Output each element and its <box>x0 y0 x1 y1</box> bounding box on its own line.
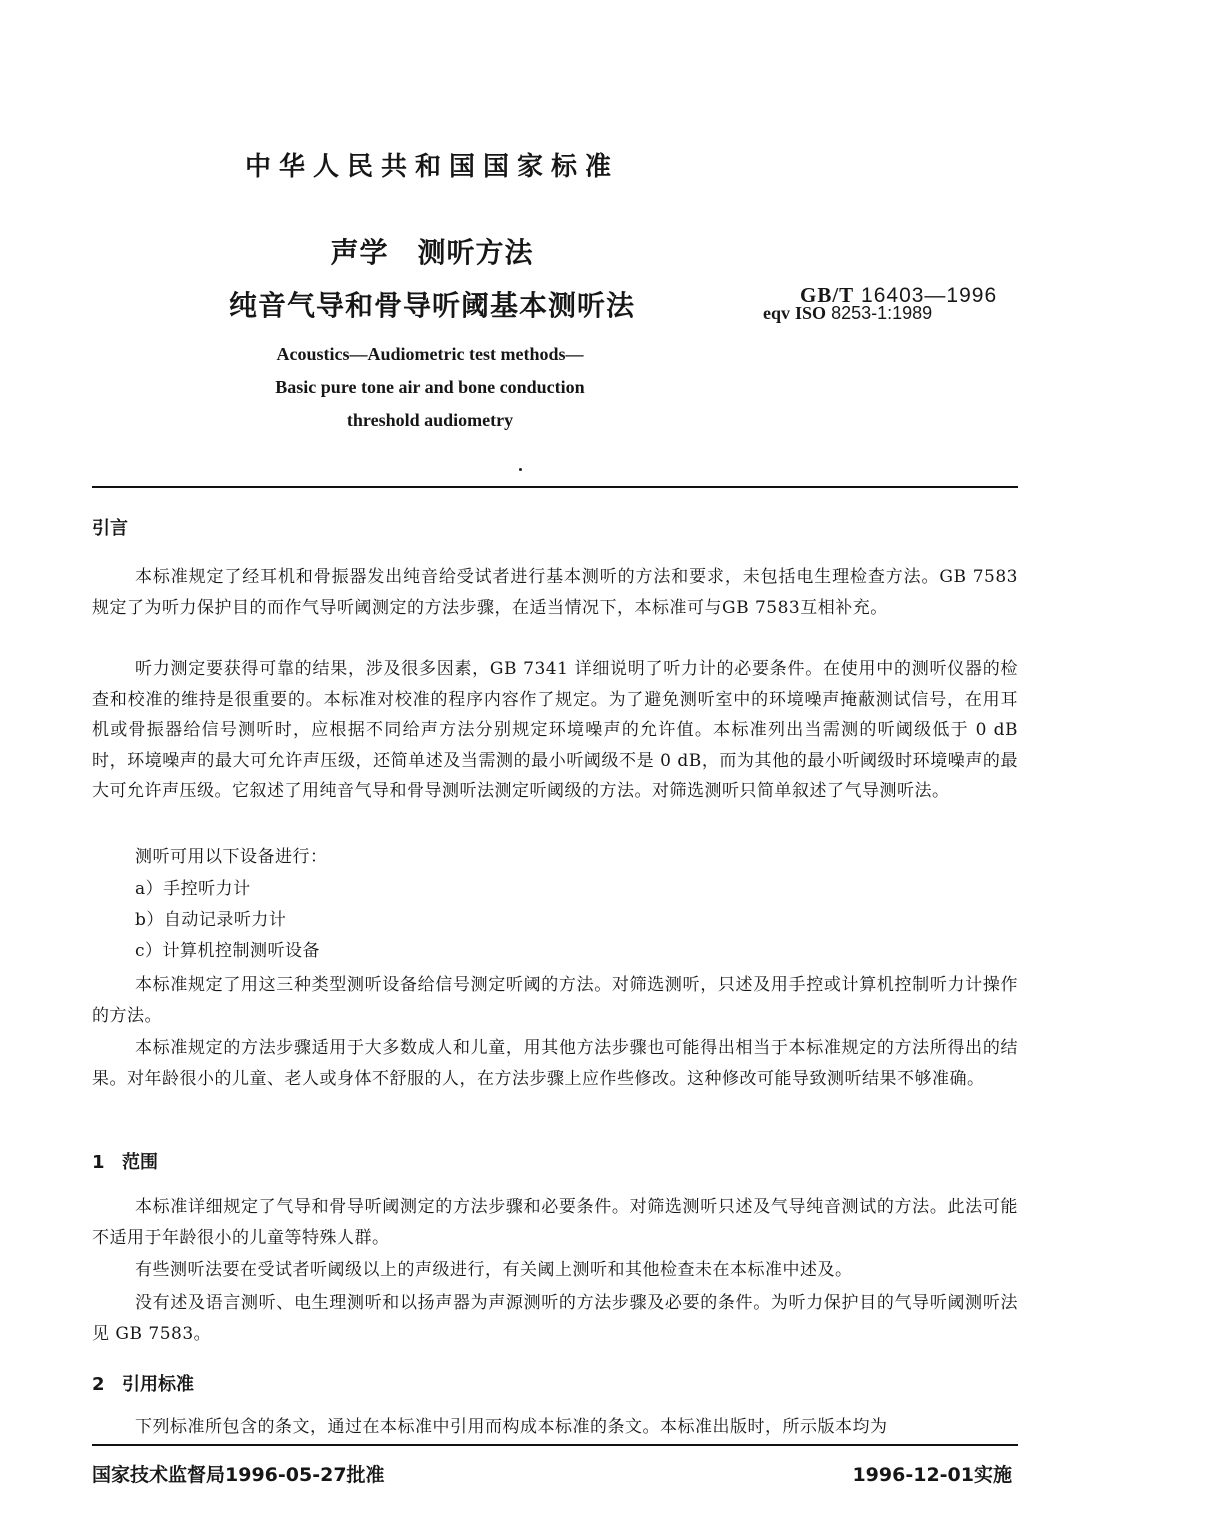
chinese-title-line-2: 纯音气导和骨导听阈基本测听法 <box>228 289 635 322</box>
section-2-number: 2 <box>92 1374 105 1395</box>
section-1-number: 1 <box>92 1152 105 1173</box>
english-title-line-2: Basic pure tone air and bone conduction <box>275 377 585 397</box>
chinese-title-line-1: 声学 测听方法 <box>330 236 534 269</box>
intro-heading: 引言 <box>92 518 128 539</box>
section-1-title: 范围 <box>122 1152 158 1173</box>
implementation-date: 1996-12-01实施 <box>852 1464 1012 1486</box>
intro-paragraph-4: 本标准规定了用这三种类型测听设备给信号测定听阈的方法。对筛选测听，只述及用手控或计算机控制听力计操作的方法。 <box>92 975 1018 1026</box>
equipment-list-item-a: a）手控听力计 <box>135 879 251 899</box>
section-2-paragraph-1: 下列标准所包含的条文，通过在本标准中引用而构成本标准的条文。本标准出版时，所示版本均为 <box>135 1417 888 1437</box>
section-1-paragraph-1: 本标准详细规定了气导和骨导听阈测定的方法步骤和必要条件。对筛选测听只述及气导纯音测试的方法。此法可能不适用于年龄很小的儿童等特殊人群。 <box>92 1197 1018 1248</box>
english-title-line-1: Acoustics—Audiometric test methods— <box>276 344 584 364</box>
intro-paragraph-2: 听力测定要获得可靠的结果，涉及很多因素，GB 7341 详细说明了听力计的必要条件。在使用中的测听仪器的检查和校准的维持是很重要的。本标准对校准的程序内容作了规定。为了避免测听室中的环境噪声掩蔽测试信号，在用耳机或骨振器给信号测听时，应根据不同给声方法分别规定环境噪声的允许值。本标准列出当需测的听阈级低于 0 dB 时，环境噪声的最大可允许声压级，还简单述及当需测的最小听阈级不是 0 dB，而为其他的最小听阈级时环境噪声的最大可允许声压级。它叙述了用纯音气导和骨导测听法测定听阈级的方法。对筛选测听只简单叙述了气导测听法。 <box>92 659 1018 801</box>
equipment-list-item-c: c）计算机控制测听设备 <box>135 941 321 961</box>
eqv-iso-label: ISO <box>795 303 827 323</box>
equipment-list-item-b: b）自动记录听力计 <box>135 910 287 930</box>
intro-paragraph-1: 本标准规定了经耳机和骨振器发出纯音给受试者进行基本测听的方法和要求，未包括电生理检查方法。GB 7583 规定了为听力保护目的而作气导听阈测定的方法步骤，在适当情况下，本标准可与GB 7583互相补充。 <box>92 567 1018 618</box>
eqv-iso-number: 8253-1:1989 <box>831 303 933 323</box>
equivalent-standard <box>763 303 932 324</box>
section-1-paragraph-2: 有些测听法要在受试者听阈级以上的声级进行，有关阈上测听和其他检查未在本标准中述及。 <box>135 1260 853 1280</box>
approval-date: 国家技术监督局1996-05-27批准 <box>92 1464 385 1486</box>
section-2-heading <box>92 1370 194 1396</box>
national-standard-header: 中华人民共和国国家标准 <box>244 152 619 182</box>
header-divider <box>92 486 1018 488</box>
standard-number-prefix: GB/T <box>800 283 855 307</box>
eqv-prefix: eqv <box>763 303 790 323</box>
english-title-line-3: threshold audiometry <box>346 410 514 430</box>
intro-paragraph-3: 测听可用以下设备进行： <box>135 847 328 867</box>
stray-dot <box>519 468 522 471</box>
section-1-heading <box>92 1148 158 1174</box>
section-2-title: 引用标准 <box>122 1374 194 1395</box>
intro-paragraph-5: 本标准规定的方法步骤适用于大多数成人和儿童，用其他方法步骤也可能得出相当于本标准规定的方法所得出的结果。对年龄很小的儿童、老人或身体不舒服的人，在方法步骤上应作些修改。这种修改可能导致测听结果不够准确。 <box>92 1038 1018 1089</box>
standard-number-value: 16403—1996 <box>861 284 998 307</box>
footer-divider <box>92 1444 1018 1446</box>
section-1-paragraph-3: 没有述及语言测听、电生理测听和以扬声器为声源测听的方法步骤及必要的条件。为听力保护目的气导听阈测听法见 GB 7583。 <box>92 1293 1018 1344</box>
